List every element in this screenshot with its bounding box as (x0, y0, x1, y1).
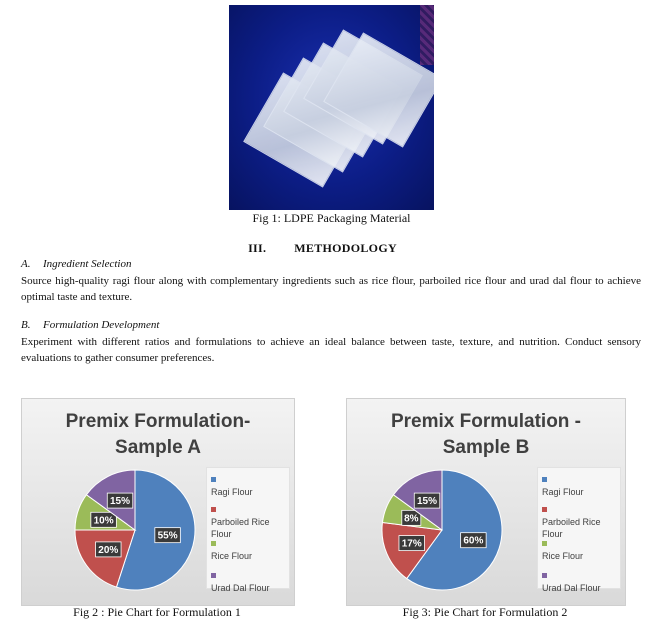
subsection-a-text: Source high-quality ragi flour along with complementary ingredients such as rice flour, parboiled rice flour and urad dal flour to achieve optimal taste and texture. (21, 275, 641, 303)
data-label-parboiled-rice-flour (96, 542, 122, 557)
ldpe-packaging-photo (229, 5, 434, 210)
chart-title-line-2: Sample B (442, 437, 530, 458)
data-label-parboiled-rice-flour (399, 536, 425, 551)
legend-item-parboiled-rice-flour (542, 504, 622, 540)
chart-legend (206, 467, 290, 593)
svg-text:10%: 10% (93, 515, 114, 527)
legend-swatch (542, 477, 547, 482)
legend-item-urad-dal-flour (542, 570, 622, 594)
legend-item-ragi-flour (542, 474, 622, 498)
photo-background-fabric (420, 5, 434, 65)
figure-2-caption: Fig 2 : Pie Chart for Formulation 1 (73, 605, 241, 619)
section-heading (0, 241, 645, 256)
data-label-urad-dal-flour (107, 493, 133, 508)
legend-swatch (542, 573, 547, 578)
data-label-ragi-flour (155, 528, 181, 543)
legend-item-rice-flour (211, 538, 291, 562)
legend-swatch (542, 507, 547, 512)
svg-text:15%: 15% (110, 496, 131, 508)
legend-swatch (211, 573, 216, 578)
data-label-rice-flour (91, 512, 117, 527)
legend-label: Ragi Flour (542, 487, 584, 497)
legend-item-urad-dal-flour (211, 570, 291, 594)
subsection-a-heading (21, 258, 131, 270)
section-title: METHODOLOGY (294, 241, 397, 255)
figure-1-caption: Fig 1: LDPE Packaging Material (252, 211, 411, 225)
data-label-urad-dal-flour (414, 493, 440, 508)
legend-label: Ragi Flour (211, 487, 253, 497)
legend-item-ragi-flour (211, 474, 291, 498)
legend-label: Urad Dal Flour (542, 583, 601, 593)
figure-3-caption: Fig 3: Pie Chart for Formulation 2 (402, 605, 568, 619)
section-number: III. (248, 241, 267, 255)
legend-swatch (542, 541, 547, 546)
subsection-b-title: Formulation Development (43, 319, 160, 331)
subsection-a-letter: A. (21, 258, 31, 270)
svg-text:60%: 60% (463, 535, 484, 547)
pie-chart-sample-b (346, 398, 626, 606)
svg-text:55%: 55% (157, 530, 178, 542)
legend-label: Parboiled Rice Flour (542, 517, 601, 539)
chart-title-line-1: Premix Formulation- (65, 411, 251, 432)
svg-text:17%: 17% (401, 538, 422, 550)
chart-title-line-1: Premix Formulation - (390, 411, 582, 432)
legend-swatch (211, 507, 216, 512)
legend-label: Rice Flour (211, 551, 253, 561)
chart-title-line-2: Sample A (115, 437, 201, 458)
legend-swatch (211, 541, 216, 546)
legend-item-parboiled-rice-flour (211, 504, 291, 540)
subsection-b-text: Experiment with different ratios and formulations to achieve an ideal balance between taste, texture, and nutrition. Conduct sensory evaluations to gather consumer preferences. (21, 336, 641, 364)
subsection-b-heading (21, 319, 159, 331)
legend-label: Parboiled Rice Flour (211, 517, 270, 539)
svg-text:20%: 20% (98, 544, 119, 556)
svg-text:8%: 8% (404, 513, 419, 525)
svg-text:15%: 15% (417, 496, 438, 508)
legend-label: Urad Dal Flour (211, 583, 270, 593)
legend-label: Rice Flour (542, 551, 584, 561)
legend-item-rice-flour (542, 538, 622, 562)
chart-legend (537, 467, 621, 593)
legend-swatch (211, 477, 216, 482)
subsection-a-title: Ingredient Selection (43, 258, 132, 270)
subsection-b-letter: B. (21, 319, 31, 331)
pie-chart-sample-a (21, 398, 295, 606)
data-label-ragi-flour (461, 533, 487, 548)
